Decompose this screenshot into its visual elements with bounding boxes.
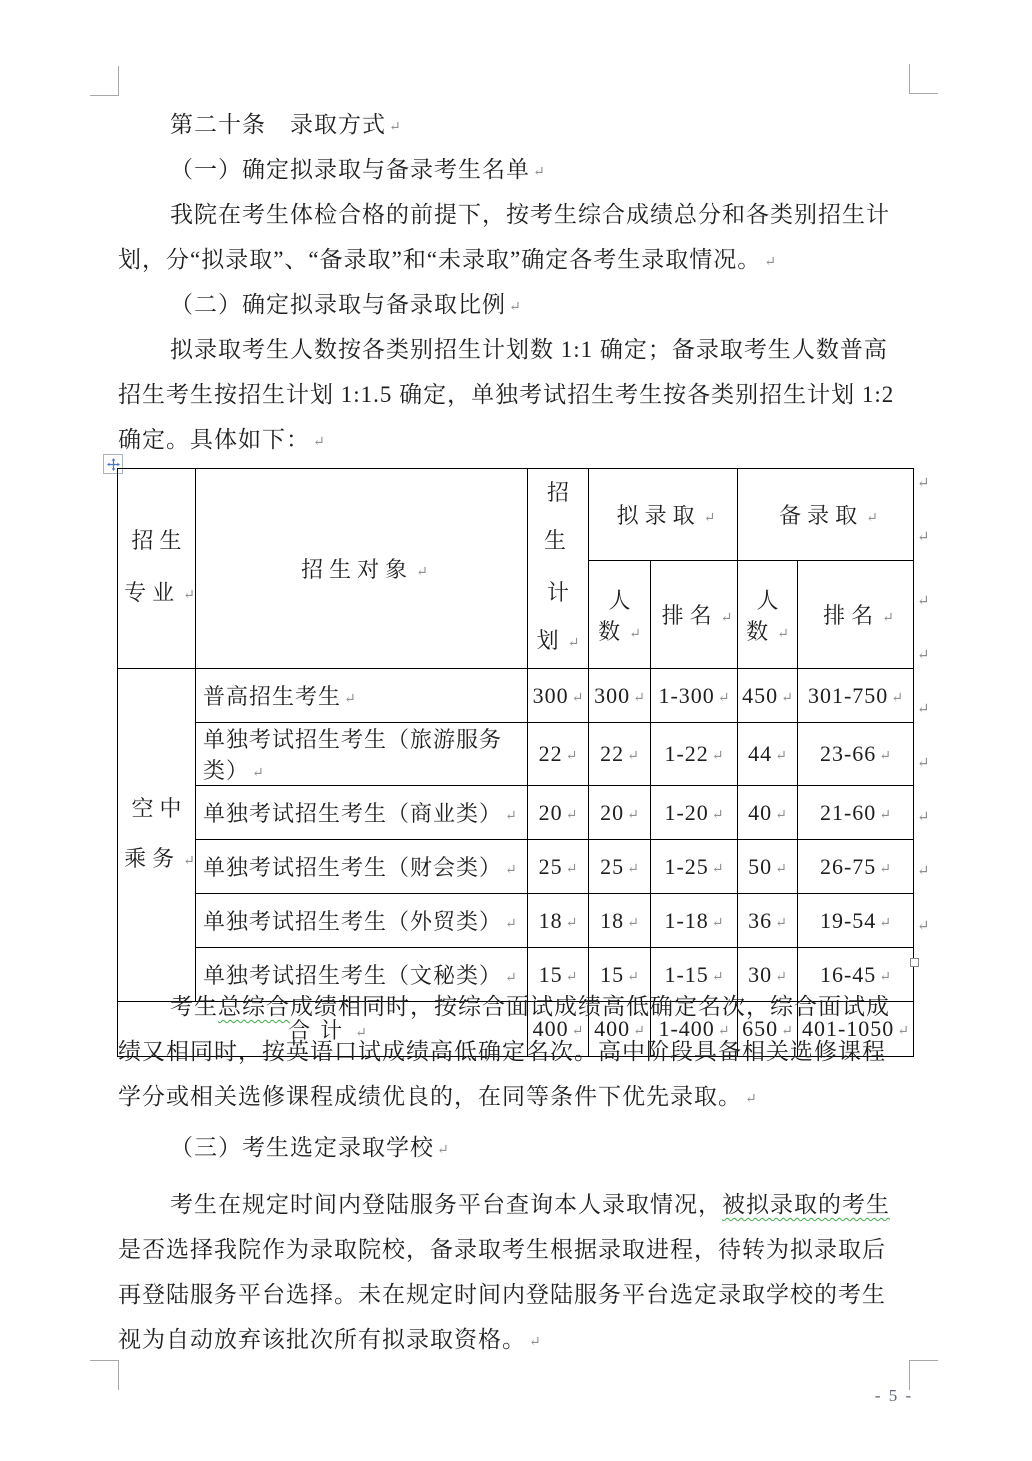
paragraph-mark: ↵ (627, 749, 639, 764)
page-number: - 5 - (874, 1386, 914, 1405)
row-end-mark: ↵ (917, 529, 930, 546)
paragraph-mark: ↵ (389, 120, 401, 135)
table-total-row: 合计 ↵ 400 ↵ 400 ↵ 1-400 ↵ 650 ↵ 401-1050 ↵ (118, 1002, 914, 1057)
paragraph-line: 考生在规定时间内登陆服务平台查询本人录取情况，被拟录取的考生 (170, 1192, 890, 1217)
paragraph-mark: ↵ (711, 861, 724, 877)
table-row: 单独考试招生考生（商业类） ↵ 20 ↵ 20 ↵ 1-20 ↵ 40 ↵ 21-60 ↵ (118, 786, 914, 840)
table-row: 单独考试招生考生（旅游服务类） ↵ 22 ↵ 22 ↵ 1-22 ↵ 44 ↵ 23-66 ↵ (118, 723, 914, 786)
paragraph-mark: ↵ (879, 749, 892, 764)
paragraph-mark: ↵ (533, 165, 545, 180)
paragraph-mark: ↵ (627, 915, 639, 931)
table-row: 单独考试招生考生（文秘类） ↵ 15 ↵ 15 ↵ 1-15 ↵ 30 ↵ 16-45 ↵ (118, 948, 914, 1002)
header-major: 招生 专业 ↵ (118, 469, 196, 669)
paragraph-mark: ↵ (183, 588, 195, 603)
paragraph-mark: ↵ (781, 690, 793, 706)
table-row: 单独考试招生考生（财会类） ↵ 25 ↵ 25 ↵ 1-25 ↵ 50 ↵ 26-75 ↵ (118, 840, 914, 894)
paragraph-mark: ↵ (891, 690, 904, 706)
paragraph-mark: ↵ (879, 861, 892, 877)
paragraph-mark: ↵ (775, 969, 787, 985)
total-label: 合计 ↵ (118, 1002, 528, 1057)
paragraph-mark: ↵ (313, 435, 325, 450)
paragraph-mark: ↵ (703, 511, 716, 527)
header-backup-admit: 备录取 ↵ (738, 469, 914, 561)
header-plan: 招生 计划 ↵ (528, 469, 589, 669)
major-cell: 空中 乘务 ↵ (118, 669, 196, 1002)
row-end-mark: ↵ (917, 863, 930, 880)
paragraph-line: 再登陆服务平台选择。未在规定时间内登陆服务平台选定录取学校的考生 (118, 1282, 886, 1307)
header-count: 人数 ↵ (738, 561, 798, 669)
row-end-mark: ↵ (917, 755, 930, 772)
table-resize-handle[interactable] (910, 958, 919, 967)
crop-mark-bottom-left (90, 1360, 119, 1390)
paragraph-mark: ↵ (571, 690, 584, 706)
paragraph-mark: ↵ (745, 1092, 757, 1107)
grammar-underline: 总综合 (218, 994, 290, 1019)
paragraph-mark: ↵ (711, 915, 724, 931)
paragraph-line: 考生总综合成绩相同时，按综合面试成绩高低确定名次，综合面试成 (170, 994, 890, 1019)
paragraph-mark: ↵ (344, 692, 356, 707)
paragraph-mark: ↵ (627, 861, 639, 877)
paragraph-mark: ↵ (711, 969, 724, 985)
paragraph-mark: ↵ (764, 255, 776, 270)
paragraph-line: 我院在考生体检合格的前提下，按考生综合成绩总分和各类别招生计 (170, 202, 890, 227)
paragraph-mark: ↵ (633, 690, 645, 706)
paragraph-line: 拟录取考生人数按各类别招生计划数 1:1 确定；备录取考生人数普高 (170, 337, 888, 362)
paragraph-mark: ↵ (627, 807, 639, 823)
paragraph-line: （二）确定拟录取与备录取比例 ↵ (170, 292, 521, 317)
paragraph-mark: ↵ (775, 915, 787, 931)
paragraph-mark: ↵ (627, 969, 639, 985)
header-proposed-admit: 拟录取 ↵ (589, 469, 738, 561)
paragraph-line: 视为自动放弃该批次所有拟录取资格。 ↵ (118, 1327, 541, 1352)
paragraph-mark: ↵ (775, 807, 787, 823)
row-end-mark: ↵ (917, 647, 930, 664)
paragraph-line: 绩又相同时，按英语口试成绩高低确定名次。高中阶段具备相关选修课程 (118, 1039, 886, 1064)
paragraph-mark: ↵ (565, 915, 578, 931)
paragraph-line: （一）确定拟录取与备录考生名单 ↵ (170, 157, 545, 182)
header-rank: 排名 ↵ (798, 561, 914, 669)
header-rank: 排名 ↵ (651, 561, 738, 669)
row-end-mark: ↵ (917, 918, 930, 935)
table-row: 空中 乘务 ↵ 普高招生考生 ↵ 300 ↵ 300 ↵ 1-300 ↵ 450 ↵ 301-750 ↵ (118, 669, 914, 723)
paragraph-mark: ↵ (505, 863, 517, 878)
paragraph-mark: ↵ (567, 636, 580, 651)
paragraph-mark: ↵ (775, 861, 787, 877)
paragraph-mark: ↵ (565, 807, 578, 823)
paragraph-mark: ↵ (509, 300, 521, 315)
admission-plan-table (117, 468, 914, 1057)
crop-mark-top-left (90, 66, 119, 96)
paragraph-mark: ↵ (711, 749, 724, 764)
section-heading: 第二十条 录取方式 ↵ (170, 112, 401, 137)
paragraph-mark: ↵ (565, 861, 578, 877)
paragraph-line: 学分或相关选修课程成绩优良的，在同等条件下优先录取。 ↵ (118, 1084, 757, 1109)
paragraph-mark: ↵ (777, 626, 789, 642)
paragraph-mark: ↵ (416, 565, 428, 580)
paragraph-mark: ↵ (505, 971, 517, 986)
table-row: 单独考试招生考生（外贸类） ↵ 18 ↵ 18 ↵ 1-18 ↵ 36 ↵ 19-54 ↵ (118, 894, 914, 948)
paragraph-line: 是否选择我院作为录取院校，备录取考生根据录取进程，待转为拟录取后 (118, 1237, 886, 1262)
paragraph-mark: ↵ (629, 626, 641, 642)
paragraph-line: 确定。具体如下： ↵ (118, 427, 325, 452)
paragraph-mark: ↵ (879, 807, 892, 823)
paragraph-mark: ↵ (897, 1024, 910, 1039)
paragraph-mark: ↵ (505, 809, 517, 824)
paragraph-mark: ↵ (505, 917, 517, 932)
paragraph-mark: ↵ (882, 611, 894, 627)
row-end-mark: ↵ (917, 701, 930, 718)
header-count: 人数 ↵ (589, 561, 651, 669)
paragraph-mark: ↵ (866, 511, 878, 527)
row-end-mark: ↵ (917, 593, 930, 610)
paragraph-mark: ↵ (565, 749, 578, 764)
paragraph-line: 招生考生按招生计划 1:1.5 确定，单独考试招生考生按各类别招生计划 1:2 (118, 382, 895, 407)
grammar-underline: 被拟录取的考生 (722, 1192, 890, 1217)
row-end-mark: ↵ (917, 809, 930, 826)
paragraph-mark: ↵ (717, 1024, 730, 1039)
paragraph-mark: ↵ (879, 915, 892, 931)
paragraph-mark: ↵ (711, 807, 724, 823)
paragraph-mark: ↵ (437, 1143, 449, 1158)
paragraph-mark: ↵ (775, 749, 787, 764)
paragraph-mark: ↵ (183, 853, 195, 869)
paragraph-mark: ↵ (781, 1024, 793, 1039)
body-text-lower (118, 984, 918, 1362)
paragraph-mark: ↵ (252, 766, 264, 781)
body-text-upper (118, 102, 918, 462)
paragraph-mark: ↵ (879, 969, 892, 985)
paragraph-mark: ↵ (565, 969, 578, 985)
crop-mark-top-right (909, 64, 938, 94)
header-target: 招生对象 ↵ (196, 469, 528, 669)
paragraph-mark: ↵ (355, 1025, 367, 1041)
paragraph-line: 划，分“拟录取”、“备录取”和“未录取”确定各考生录取情况。 ↵ (118, 247, 776, 272)
paragraph-mark: ↵ (571, 1024, 584, 1039)
paragraph-line: （三）考生选定录取学校 ↵ (170, 1135, 449, 1160)
paragraph-mark: ↵ (633, 1024, 645, 1039)
paragraph-mark: ↵ (720, 611, 733, 627)
paragraph-mark: ↵ (717, 690, 730, 706)
paragraph-mark: ↵ (529, 1335, 541, 1350)
row-end-mark: ↵ (917, 475, 930, 492)
